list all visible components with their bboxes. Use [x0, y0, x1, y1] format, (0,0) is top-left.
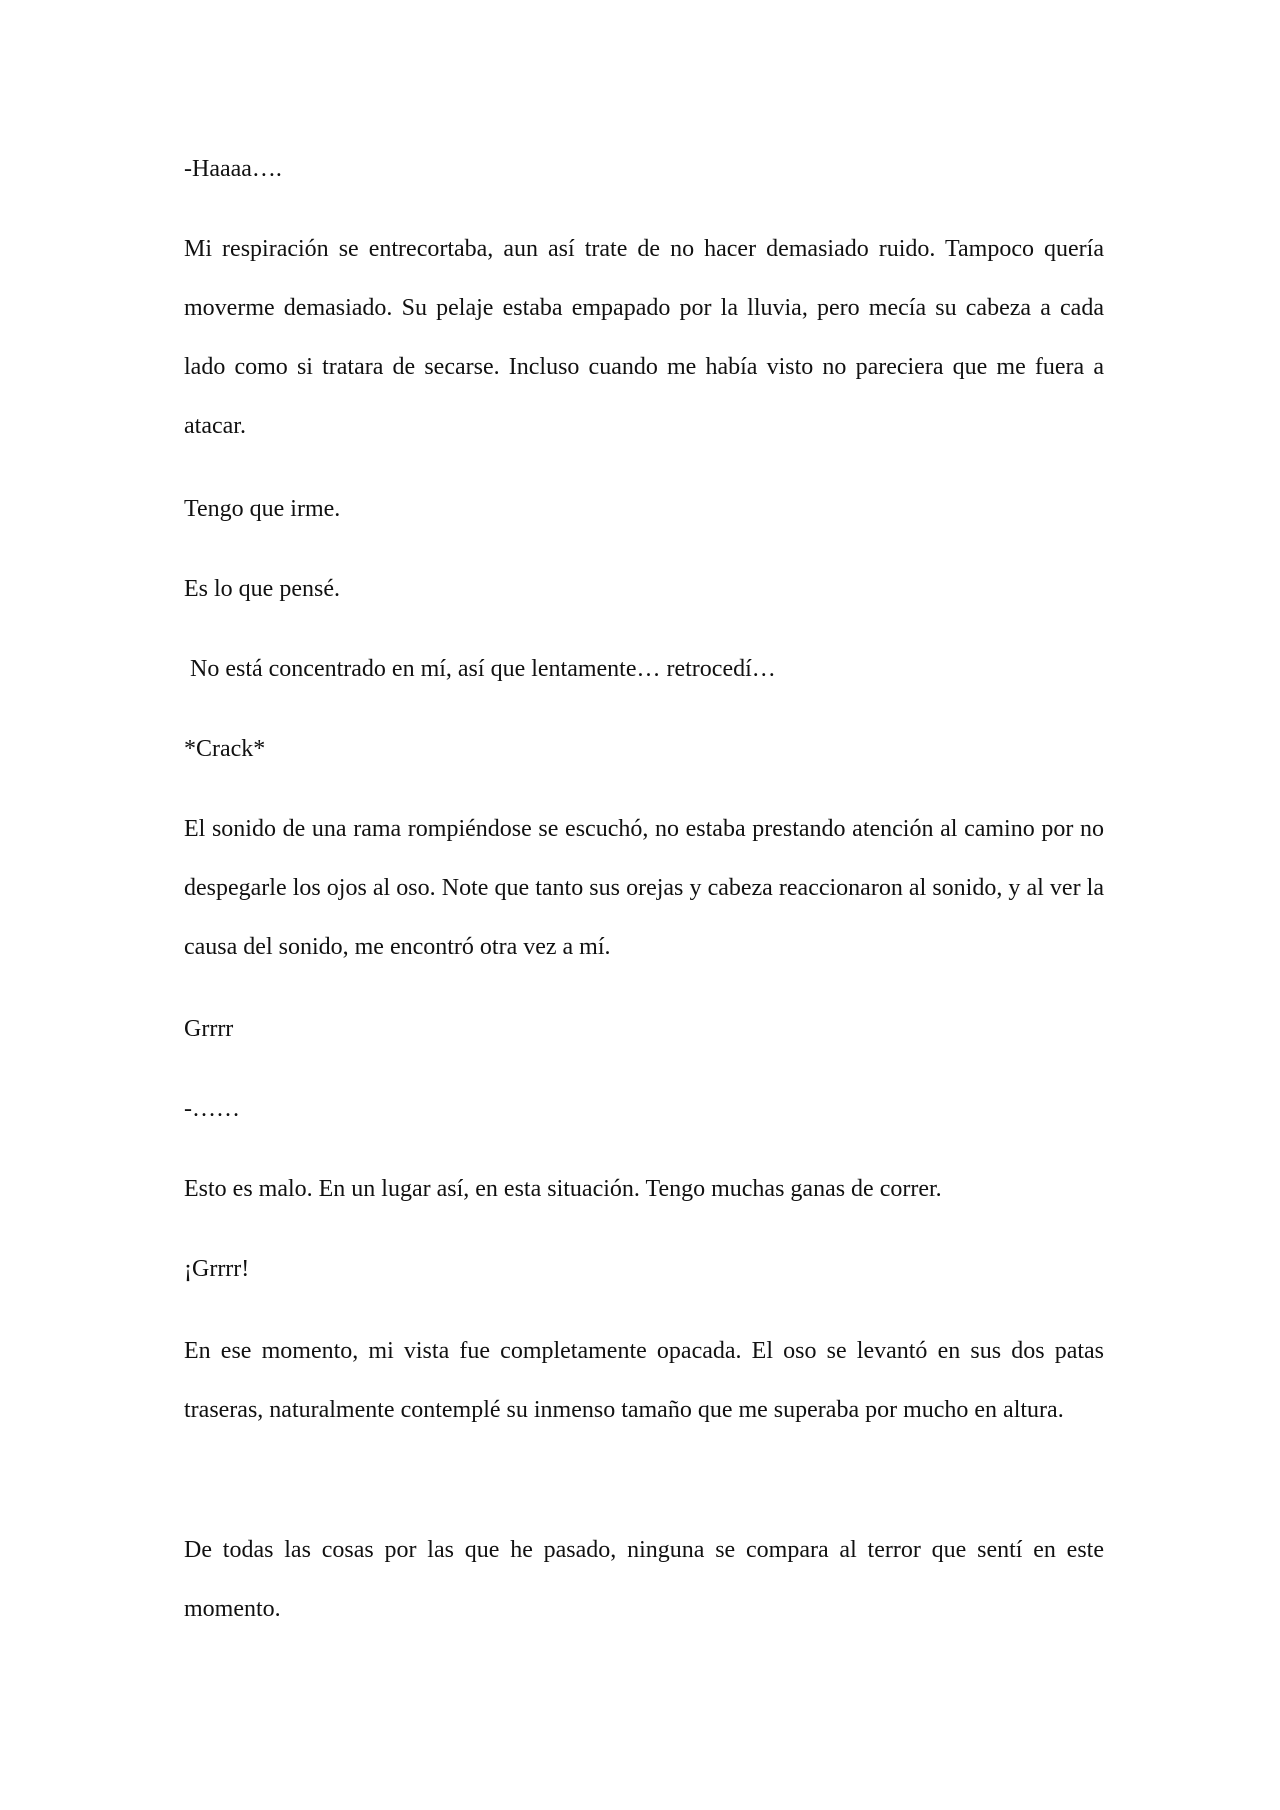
paragraph-6: *Crack* — [184, 736, 266, 762]
paragraph-11: ¡Grrrr! — [184, 1256, 250, 1282]
paragraph-7: El sonido de una rama rompiéndose se escuchó, no estaba prestando atención al camino por no despegarle los ojos al oso. Note que tanto sus orejas y cabeza reaccionaron al sonido, y al ver la causa del sonido, me encontró otra vez a mí. — [184, 816, 1104, 960]
paragraph-10: Esto es malo. En un lugar así, en esta situación. Tengo muchas ganas de correr. — [184, 1176, 942, 1202]
paragraph-3: Tengo que irme. — [184, 496, 341, 522]
paragraph-12: En ese momento, mi vista fue completamente opacada. El oso se levantó en sus dos patas traseras, naturalmente contemplé su inmenso tamaño que me superaba por mucho en altura. — [184, 1338, 1104, 1423]
paragraph-5: No está concentrado en mí, así que lentamente… retrocedí… — [184, 656, 776, 682]
paragraph-1: -Haaaa…. — [184, 156, 282, 182]
paragraph-8: Grrrr — [184, 1016, 234, 1042]
paragraph-4: Es lo que pensé. — [184, 576, 340, 602]
paragraph-13: De todas las cosas por las que he pasado, ninguna se compara al terror que sentí en este momento. — [184, 1537, 1104, 1622]
paragraph-9: -…… — [184, 1096, 240, 1122]
paragraph-2: Mi respiración se entrecortaba, aun así trate de no hacer demasiado ruido. Tampoco quería moverme demasiado. Su pelaje estaba empapado por la lluvia, pero mecía su cabeza a cada lado como si tratara de secarse. Incluso cuando me había visto no pareciera que me fuera a atacar. — [184, 236, 1104, 439]
